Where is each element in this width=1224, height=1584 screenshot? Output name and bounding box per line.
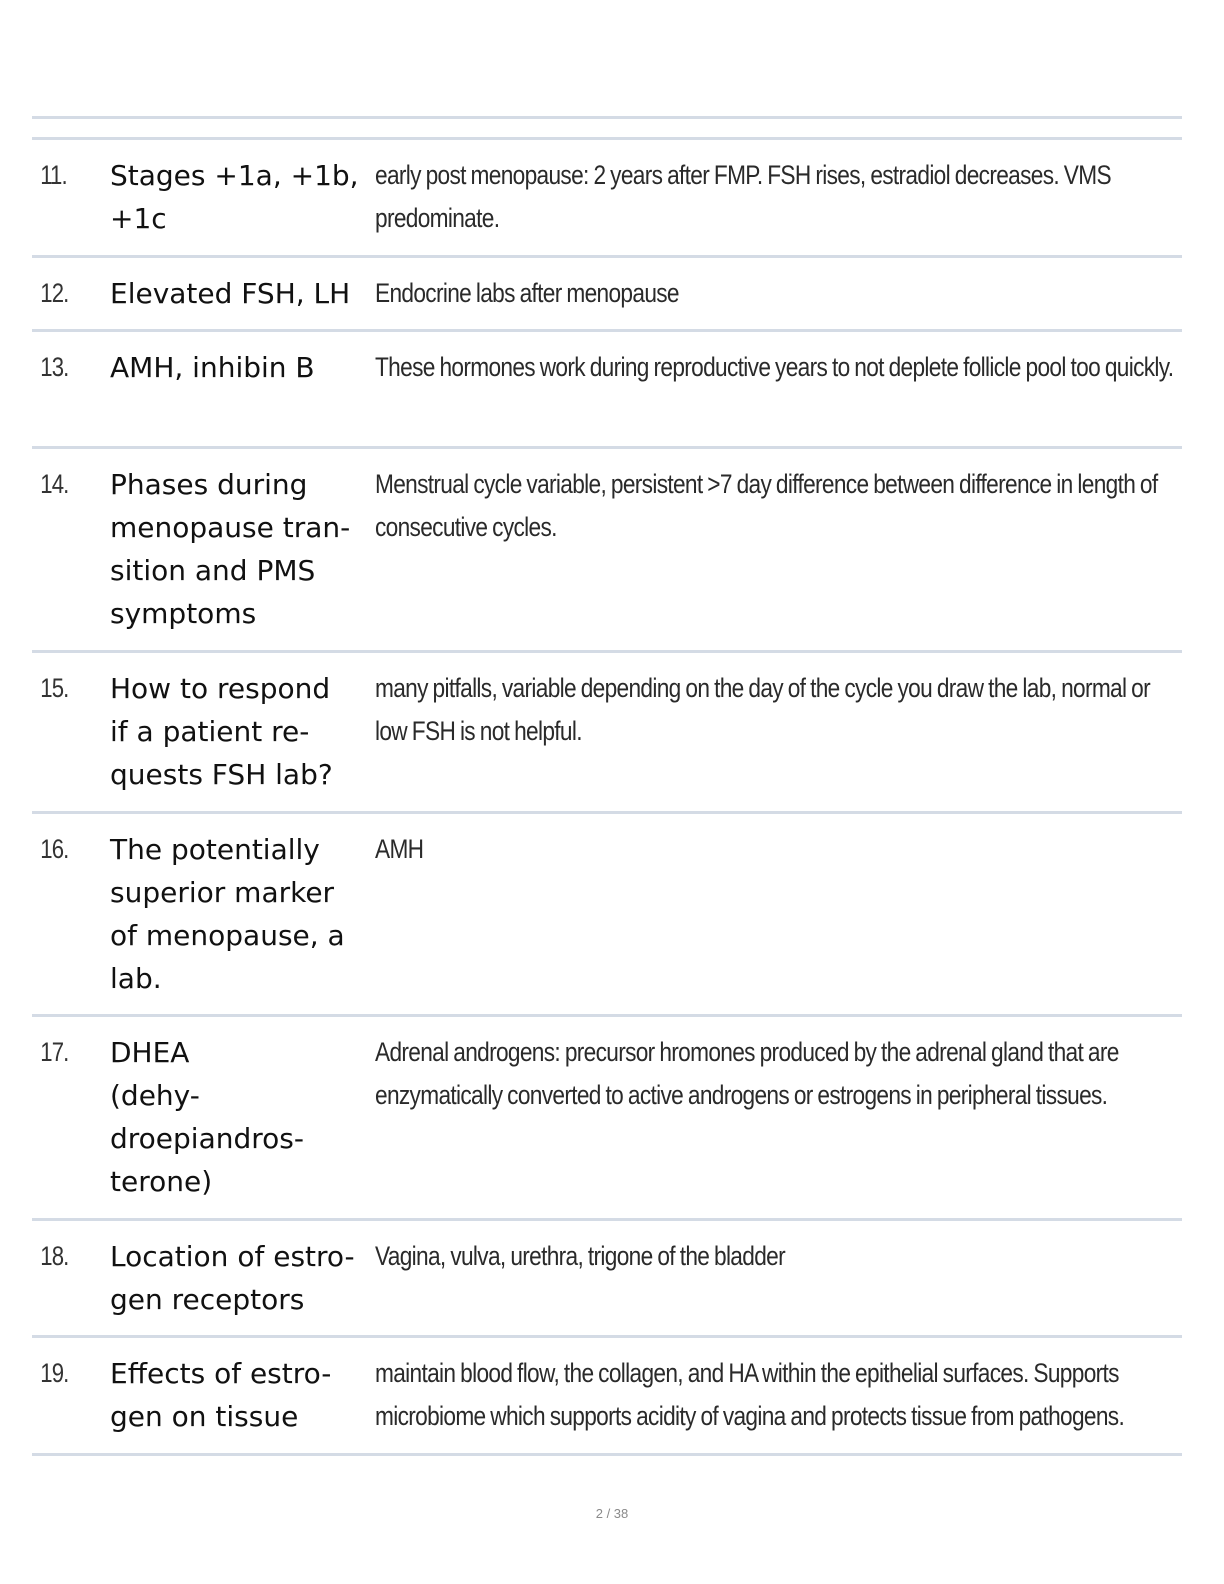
card-definition-text: Vagina, vulva, urethra, trigone of the bladder: [375, 1241, 785, 1271]
card-definition: [375, 667, 1224, 753]
card-term: Effects of estro- gen on tissue: [110, 1357, 332, 1433]
flashcard-row: [32, 814, 1182, 1017]
card-definition: [375, 828, 1224, 871]
card-definition: [375, 346, 1224, 389]
card-definition: [375, 272, 1224, 315]
flashcard-row: [32, 140, 1182, 258]
card-definition: [375, 1031, 1224, 1117]
card-definition-text: Adrenal androgens: precursor hromones produced by the adrenal gland that are enzymatically converted to active androgens or estrogens in peripheral tissues.: [375, 1037, 1119, 1110]
flashcard-row: [32, 449, 1182, 653]
flashcard-row: [32, 1221, 1182, 1338]
card-definition-text: early post menopause: 2 years after FMP. FSH rises, estradiol decreases. VMS predominate.: [375, 160, 1111, 233]
card-term: Elevated FSH, LH: [110, 277, 351, 310]
card-definition: [375, 1235, 1224, 1278]
flashcard-row: [32, 1017, 1182, 1221]
card-number: 14.: [40, 469, 69, 499]
card-number: 12.: [40, 278, 69, 308]
card-term: DHEA (dehy- droepiandros- terone): [110, 1036, 304, 1198]
card-number: 11.: [40, 160, 67, 190]
card-term: AMH, inhibin B: [110, 351, 315, 384]
card-definition-text: Endocrine labs after menopause: [375, 278, 679, 308]
card-number: 15.: [40, 673, 69, 703]
card-definition-text: Menstrual cycle variable, persistent >7 day difference between difference in length of consecutive cycles.: [375, 469, 1158, 542]
card-definition-text: These hormones work during reproductive years to not deplete follicle pool too quickly.: [375, 352, 1174, 382]
flashcard-table: [32, 140, 1182, 1456]
card-term: Location of estro- gen receptors: [110, 1240, 355, 1316]
card-number: 18.: [40, 1241, 69, 1271]
top-divider: [32, 116, 1182, 119]
card-term: How to respond if a patient re- quests FSH lab?: [110, 672, 333, 791]
flashcard-row: [32, 258, 1182, 332]
flashcard-row: [32, 653, 1182, 814]
card-definition-text: AMH: [375, 834, 424, 864]
card-definition: [375, 463, 1224, 549]
card-term: The potentially superior marker of menopause, a lab.: [110, 833, 345, 995]
card-term: Phases during menopause tran- sition and PMS symptoms: [110, 468, 351, 630]
card-term: Stages +1a, +1b, +1c: [110, 159, 359, 235]
card-number: 16.: [40, 834, 69, 864]
flashcard-row: [32, 1338, 1182, 1456]
flashcard-row: [32, 332, 1182, 449]
page-indicator: 2 / 38: [595, 1506, 629, 1521]
card-definition-text: maintain blood flow, the collagen, and HA within the epithelial surfaces. Supports microbiome which supports acidity of vagina and protects tissue from pathogens.: [375, 1358, 1125, 1431]
card-definition: [375, 1352, 1224, 1438]
card-definition-text: many pitfalls, variable depending on the day of the cycle you draw the lab, normal or low FSH is not helpful.: [375, 673, 1150, 746]
card-number: 19.: [40, 1358, 69, 1388]
card-number: 13.: [40, 352, 69, 382]
card-definition: [375, 154, 1224, 240]
card-number: 17.: [40, 1037, 69, 1067]
